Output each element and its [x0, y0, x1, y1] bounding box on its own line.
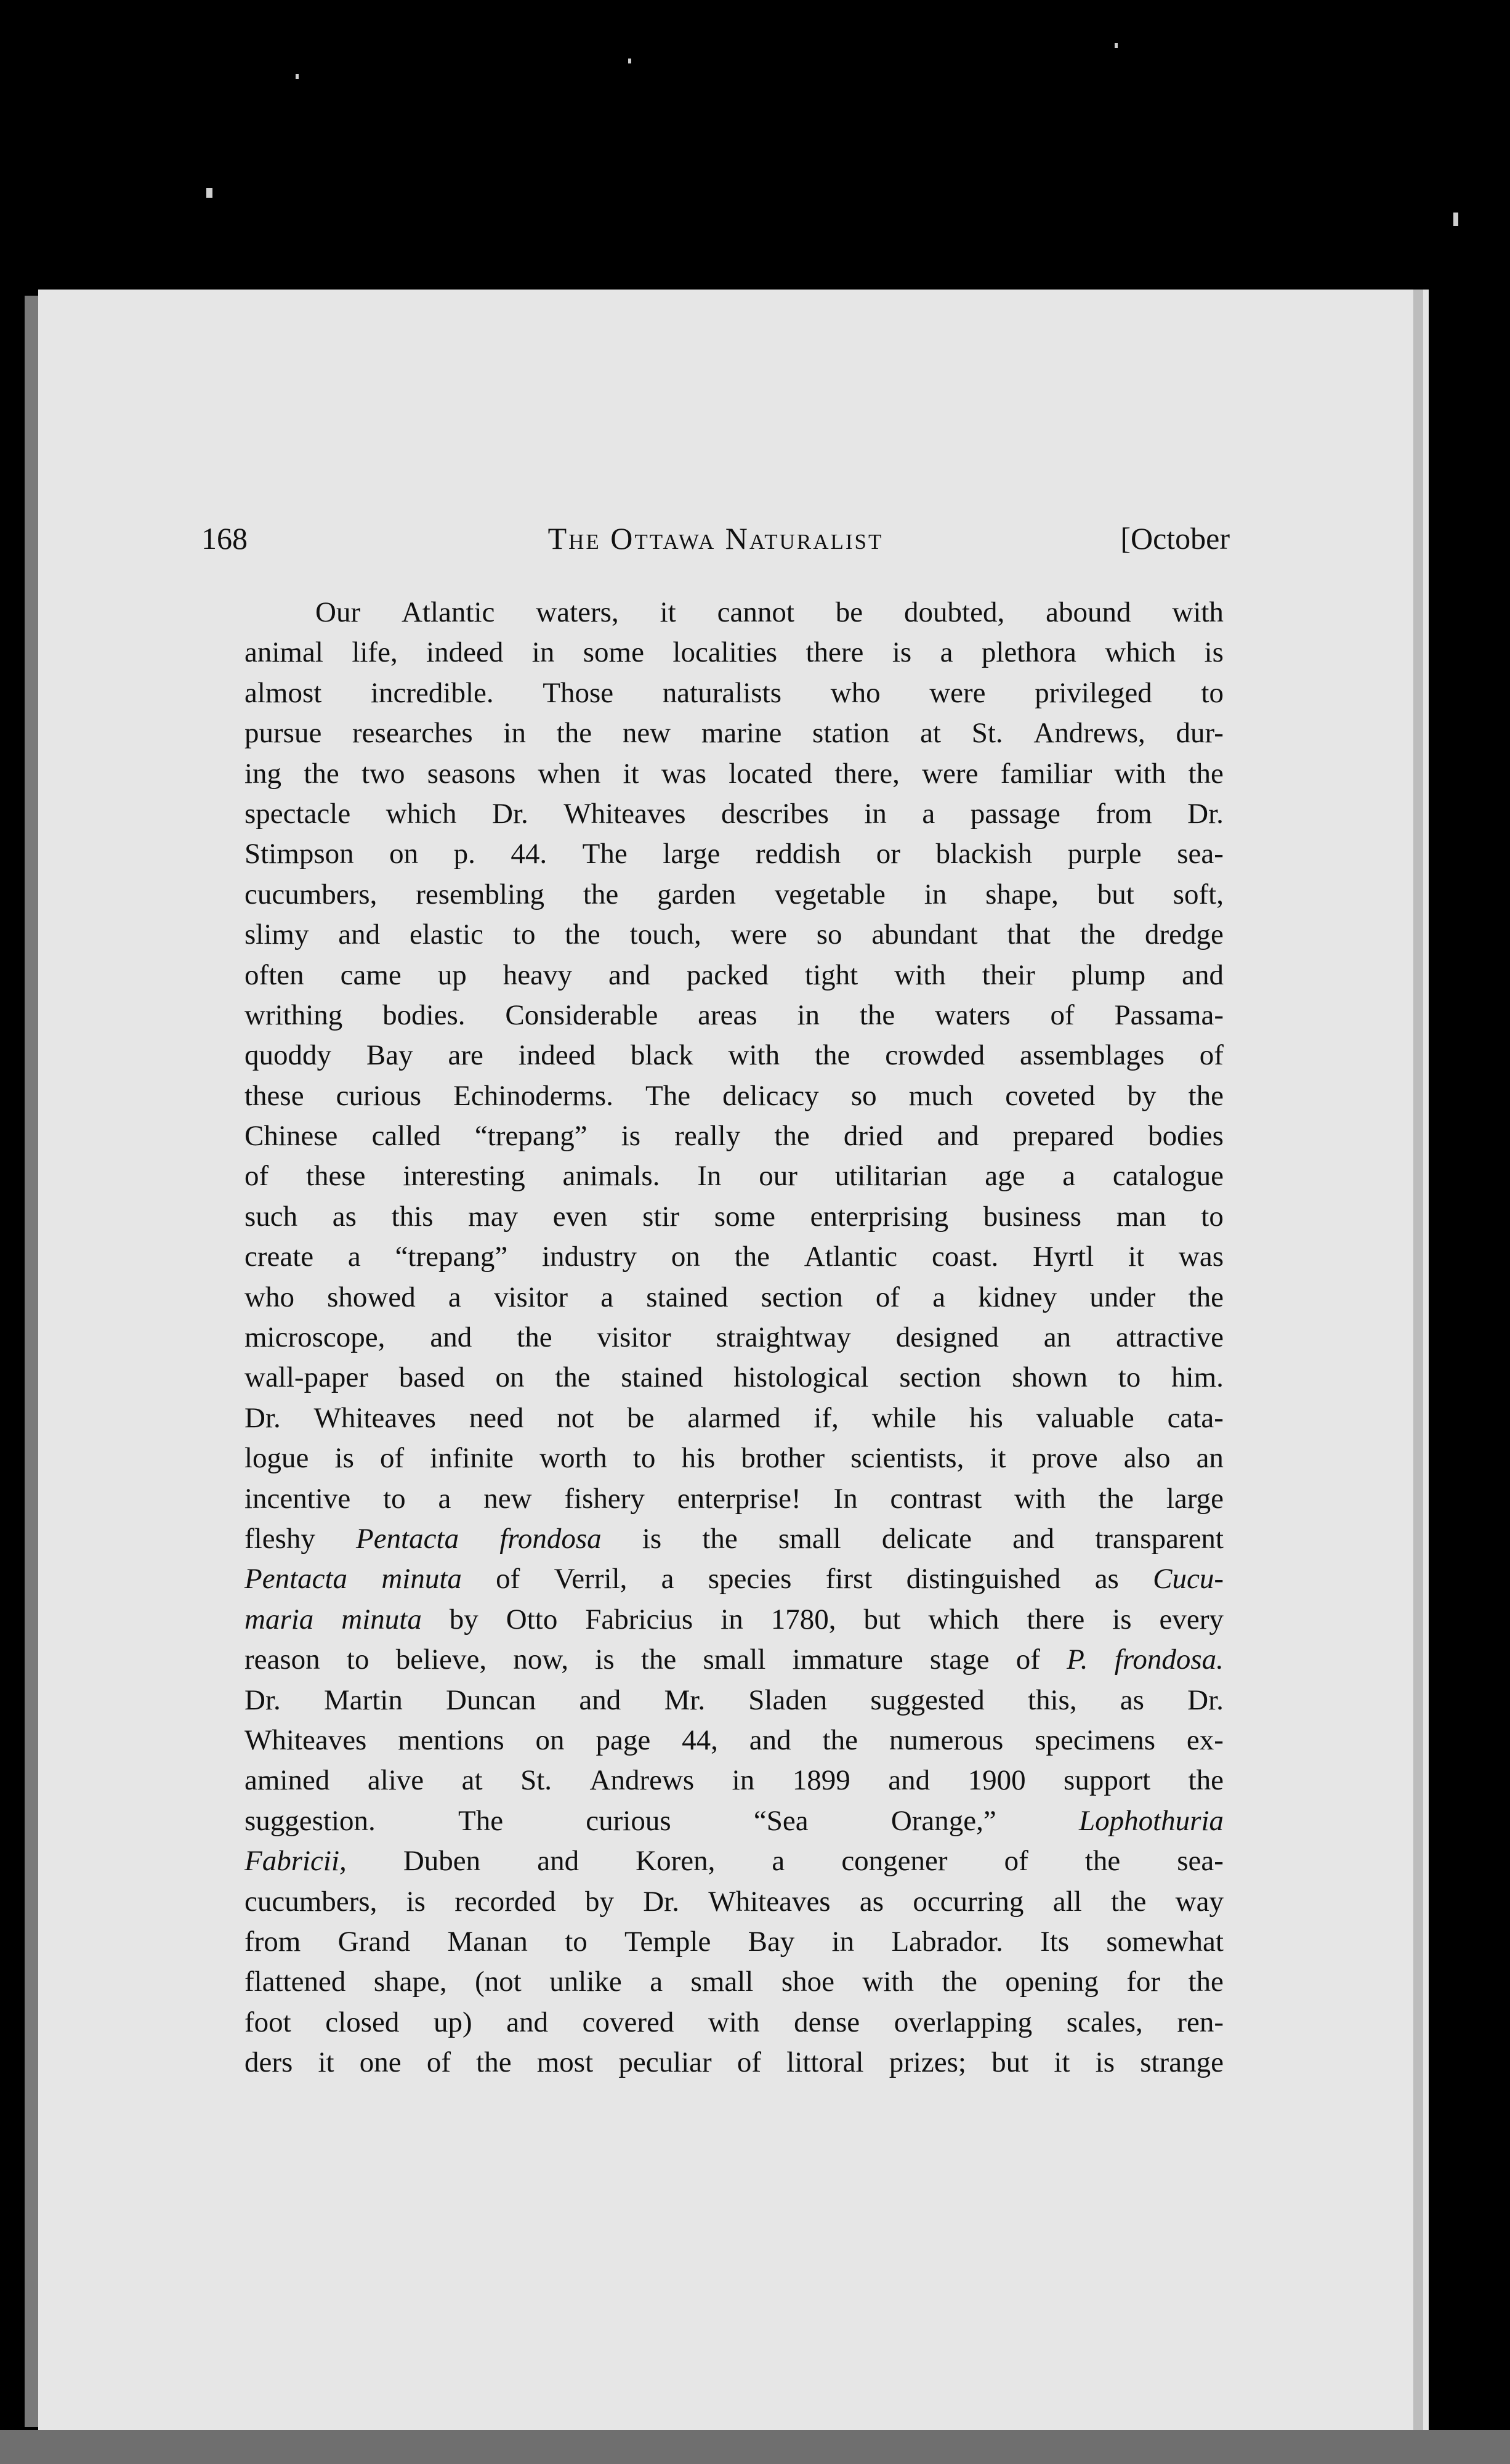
text-line: cucumbers, resembling the garden vegetable in shape, but soft,: [244, 878, 1224, 910]
scan-speck: [206, 188, 212, 198]
page-right-edge: [1413, 290, 1423, 2430]
page-number: 168: [201, 521, 248, 556]
scan-bottom-edge: [0, 2430, 1510, 2464]
text-line: ing the two seasons when it was located there, were familiar with the: [244, 757, 1224, 790]
text-line: Fabricii, Duben and Koren, a congener of the sea-: [244, 1845, 1224, 1878]
text-line: fleshy Pentacta frondosa is the small delicate and transparent: [244, 1522, 1224, 1555]
text-line: incentive to a new fishery enterprise! In contrast with the large: [244, 1482, 1224, 1515]
scan-speck: [628, 59, 631, 63]
text-line: animal life, indeed in some localities there is a plethora which is: [244, 636, 1224, 669]
scan-speck: [296, 74, 299, 79]
book-spine-shadow: [25, 296, 38, 2427]
text-line: logue is of infinite worth to his brother scientists, it prove also an: [244, 1442, 1224, 1475]
text-line: suggestion. The curious “Sea Orange,” Lophothuria: [244, 1804, 1224, 1837]
text-line: maria minuta by Otto Fabricius in 1780, but which there is every: [244, 1603, 1224, 1635]
text-line: reason to believe, now, is the small immature stage of P. frondosa.: [244, 1643, 1224, 1676]
text-line: flattened shape, (not unlike a small shoe with the opening for the: [244, 1966, 1224, 1998]
text-line: foot closed up) and covered with dense overlapping scales, ren-: [244, 2006, 1224, 2038]
journal-title: The Ottawa Naturalist: [547, 521, 884, 556]
text-line: pursue researches in the new marine station at St. Andrews, dur-: [244, 717, 1224, 750]
text-line: Chinese called “trepang” is really the dried and prepared bodies: [244, 1120, 1224, 1153]
running-head: [201, 521, 1230, 557]
issue-month: [October: [1120, 521, 1230, 556]
text-line: of these interesting animals. In our utilitarian age a catalogue: [244, 1160, 1224, 1193]
text-line: Dr. Whiteaves need not be alarmed if, while his valuable cata-: [244, 1401, 1224, 1434]
text-line: amined alive at St. Andrews in 1899 and 1900 support the: [244, 1764, 1224, 1797]
text-line: almost incredible. Those naturalists who were privileged to: [244, 676, 1224, 709]
scan-speck: [1115, 43, 1118, 48]
text-line: often came up heavy and packed tight with their plump and: [244, 958, 1224, 991]
text-line: wall-paper based on the stained histological section shown to him.: [244, 1361, 1224, 1394]
text-line: Pentacta minuta of Verril, a species first distinguished as Cucu-: [244, 1563, 1224, 1595]
text-line: create a “trepang” industry on the Atlantic coast. Hyrtl it was: [244, 1241, 1224, 1273]
text-line: Whiteaves mentions on page 44, and the numerous specimens ex-: [244, 1724, 1224, 1756]
article-body: [244, 593, 1224, 2083]
text-line: who showed a visitor a stained section of a kidney under the: [244, 1281, 1224, 1313]
text-line: these curious Echinoderms. The delicacy so much coveted by the: [244, 1079, 1224, 1112]
text-line: Stimpson on p. 44. The large reddish or blackish purple sea-: [244, 838, 1224, 870]
text-line: slimy and elastic to the touch, were so abundant that the dredge: [244, 918, 1224, 951]
text-line: writhing bodies. Considerable areas in the waters of Passama-: [244, 999, 1224, 1031]
text-line: from Grand Manan to Temple Bay in Labrador. Its somewhat: [244, 1925, 1224, 1958]
text-line: microscope, and the visitor straightway designed an attractive: [244, 1321, 1224, 1354]
scan-speck: [1453, 213, 1458, 226]
text-line: Dr. Martin Duncan and Mr. Sladen suggested this, as Dr.: [244, 1684, 1224, 1716]
text-line: ders it one of the most peculiar of littoral prizes; but it is strange: [244, 2046, 1224, 2079]
text-line: spectacle which Dr. Whiteaves describes in a passage from Dr.: [244, 797, 1224, 830]
text-line: Our Atlantic waters, it cannot be doubted, abound with: [315, 596, 1224, 628]
text-line: such as this may even stir some enterprising business man to: [244, 1200, 1224, 1233]
text-line: cucumbers, is recorded by Dr. Whiteaves as occurring all the way: [244, 1885, 1224, 1918]
text-line: quoddy Bay are indeed black with the crowded assemblages of: [244, 1039, 1224, 1072]
